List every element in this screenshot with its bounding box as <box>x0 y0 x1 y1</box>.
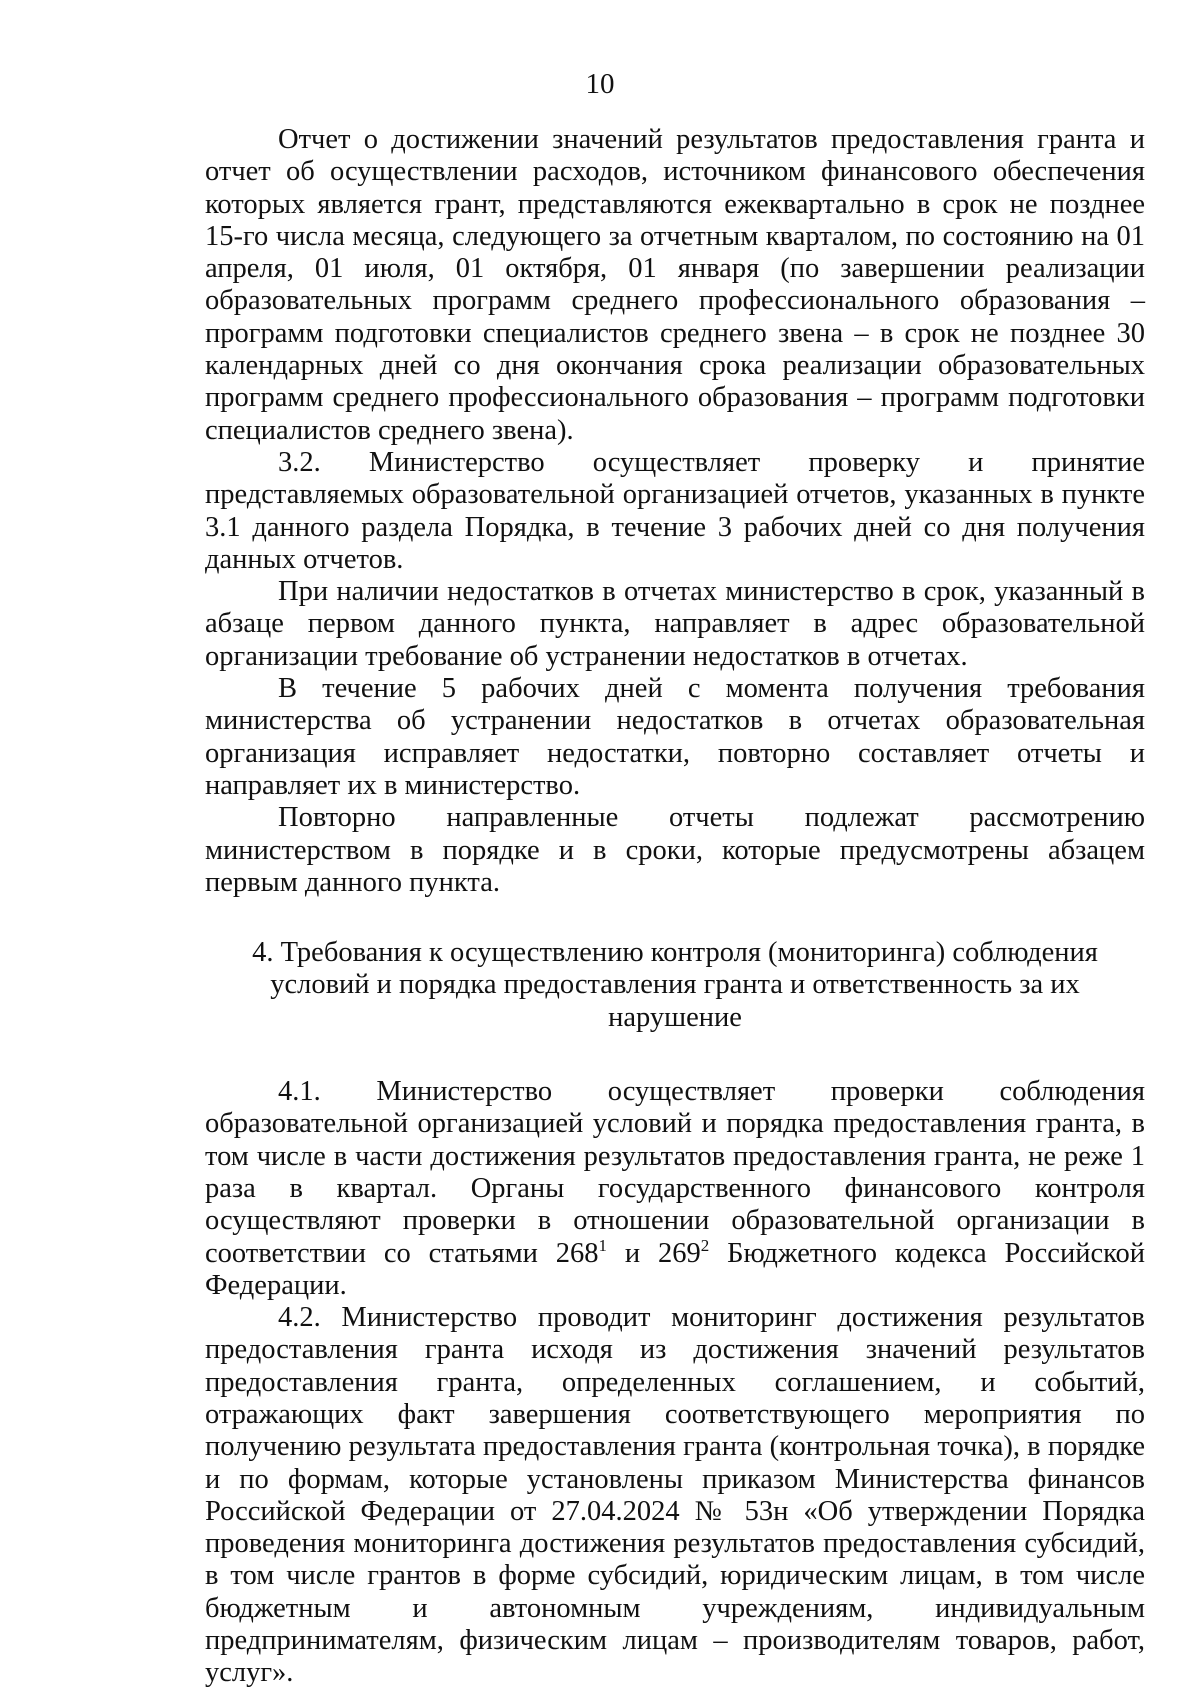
paragraph-4-2: 4.2. Министерство проводит мониторинг достижения результатов предоставления гранта исходя из достижения значений результатов предоставления гранта, определенных соглашением, и событий, отражающих факт завершения соответствующего мероприятия по получению результата предоставления гранта (контрольная точка), в порядке и по формам, которые установлены приказом Министерства финансов Российской Федерации от 27.04.2024 № 53н «Об утверждении Порядка проведения мониторинга достижения результатов предоставления субсидий, в том числе грантов в форме субсидий, юридическим лицам, в том числе бюджетным и автономным учреждениям, индивидуальным предпринимателям, физическим лицам – производителям товаров, работ, услуг». <box>205 1302 1145 1689</box>
paragraph-4-1-text-between-articles: и 269 <box>607 1237 701 1269</box>
paragraph-report-deficiencies: При наличии недостатков в отчетах министерство в срок, указанный в абзаце первом данного пункта, направляет в адрес образовательной организации требование об устранении недостатков в отчетах. <box>205 576 1145 672</box>
section-4-heading <box>205 937 1145 1034</box>
page-number: 10 <box>585 68 615 100</box>
paragraph-correction-period: В течение 5 рабочих дней с момента получения требования министерства об устранении недостатков в отчетах образовательная организация исправляет недостатки, повторно составляет отчеты и направляет их в министерство. <box>205 673 1145 801</box>
document-body <box>205 124 1145 1690</box>
article-268-superscript: 1 <box>598 1235 608 1255</box>
paragraph-resubmitted-reports: Повторно направленные отчеты подлежат рассмотрению министерством в порядке и в сроки, которые предусмотрены абзацем первым данного пункта. <box>205 802 1145 898</box>
article-269-superscript: 2 <box>700 1235 710 1255</box>
paragraph-3-2: 3.2. Министерство осуществляет проверку и принятие представляемых образовательной организацией отчетов, указанных в пункте 3.1 данного раздела Порядка, в течение 3 рабочих дней со дня получения данных отчетов. <box>205 446 1145 575</box>
section-4-heading-line-2: условий и порядка предоставления гранта и ответственность за их нарушение <box>270 969 1080 1033</box>
paragraph-4-1-text-before-article-268: 4.1. Министерство осуществляет проверки соблюдения образовательной организацией условий и порядка предоставления гранта, в том числе в части достижения результатов предоставления гранта, не реже 1 раза в квартал. Органы государственного финансового контроля осуществляют проверки в отношении образовательной организации в соответствии со статьями 268 <box>205 1076 1145 1269</box>
paragraph-report-deadlines: Отчет о достижении значений результатов предоставления гранта и отчет об осуществлении расходов, источником финансового обеспечения которых является грант, представляются ежеквартально в срок не позднее 15-го числа месяца, следующего за отчетным кварталом, по состоянию на 01 апреля, 01 июля, 01 октября, 01 января (по завершении реализации образовательных программ среднего профессионального образования – программ подготовки специалистов среднего звена – в срок не позднее 30 календарных дней со дня окончания срока реализации образовательных программ среднего профессионального образования – программ подготовки специалистов среднего звена). <box>205 124 1145 446</box>
paragraph-4-1-text-after-article-269: Бюджетного кодекса Российской Федерации. <box>205 1237 1145 1301</box>
paragraph-4-1 <box>205 1076 1145 1302</box>
section-4-heading-line-1: 4. Требования к осуществлению контроля (мониторинга) соблюдения <box>252 937 1098 969</box>
